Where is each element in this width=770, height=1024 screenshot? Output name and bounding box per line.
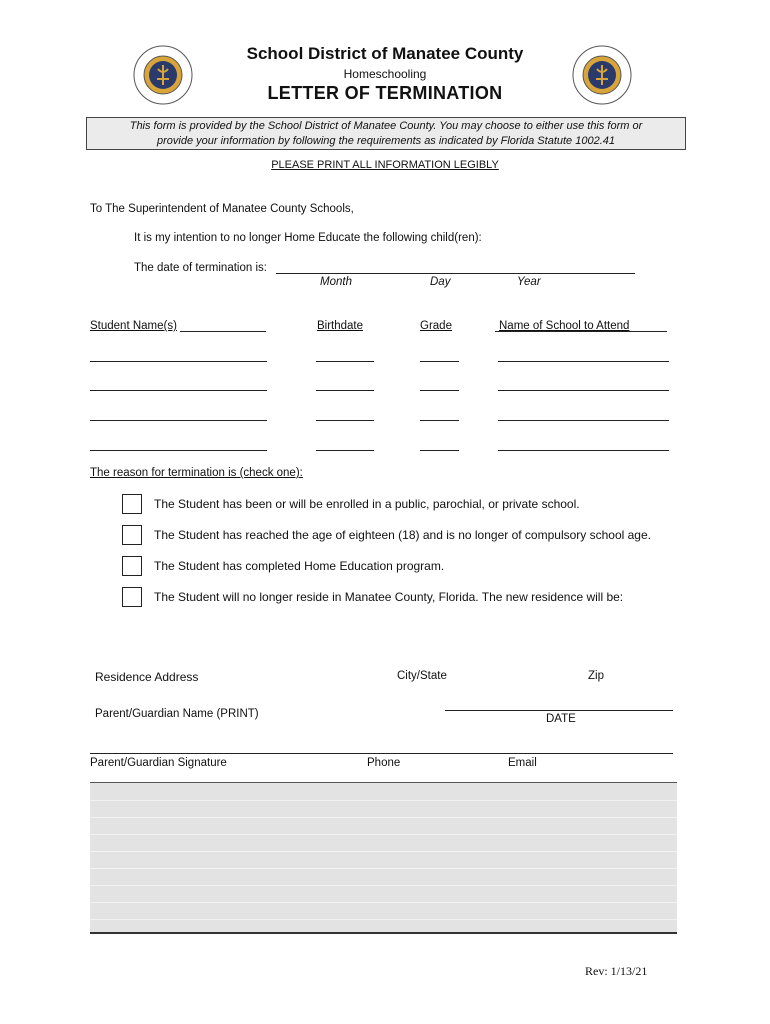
notice-box [86, 117, 686, 150]
reason-checkbox-age[interactable] [122, 525, 142, 545]
intent-statement: It is my intention to no longer Home Educate the following child(ren): [134, 232, 482, 244]
signature-label: Parent/Guardian Signature [90, 757, 227, 769]
print-instruction: PLEASE PRINT ALL INFORMATION LEGIBLY [271, 159, 499, 171]
termination-date-field[interactable] [276, 273, 635, 274]
school-header: Name of School to Attend [499, 320, 630, 332]
school-field-1[interactable] [498, 361, 669, 362]
student-name-field-2[interactable] [90, 390, 267, 391]
program-name: Homeschooling [343, 67, 427, 81]
termination-date-label: The date of termination is: [134, 262, 267, 274]
parent-name-label: Parent/Guardian Name (PRINT) [95, 708, 259, 720]
reason-label-enrolled: The Student has been or will be enrolled in a public, parochial, or private school. [154, 497, 580, 511]
birthdate-field-3[interactable] [316, 420, 374, 421]
reason-heading: The reason for termination is (check one): [90, 467, 303, 479]
salutation: To The Superintendent of Manatee County Schools, [90, 203, 354, 215]
grade-header: Grade [420, 320, 452, 332]
student-name-field-4[interactable] [90, 450, 267, 451]
birthdate-header: Birthdate [317, 320, 364, 332]
student-name-field-3[interactable] [90, 420, 267, 421]
reason-checkbox-relocated[interactable] [122, 587, 142, 607]
day-label: Day [430, 276, 451, 288]
school-field-3[interactable] [498, 420, 669, 421]
reason-label-relocated: The Student will no longer reside in Manatee County, Florida. The new residence will be: [154, 590, 624, 604]
grade-field-3[interactable] [420, 420, 459, 421]
residence-address-label: Residence Address [95, 670, 199, 684]
birthdate-field-4[interactable] [316, 450, 374, 451]
birthdate-field-1[interactable] [316, 361, 374, 362]
revision-date: Rev: 1/13/21 [585, 964, 648, 978]
date-label: DATE [546, 713, 576, 725]
city-state-label: City/State [397, 670, 447, 682]
grade-field-1[interactable] [420, 361, 459, 362]
school-header-rule [495, 331, 667, 332]
form-title: LETTER OF TERMINATION [267, 83, 503, 103]
org-name: School District of Manatee County [246, 44, 524, 63]
email-label: Email [508, 757, 537, 769]
student-name-header: Student Name(s) [90, 320, 177, 332]
grade-field-4[interactable] [420, 450, 459, 451]
date-field[interactable] [445, 710, 673, 711]
school-field-2[interactable] [498, 390, 669, 391]
year-label: Year [517, 276, 541, 288]
month-label: Month [320, 276, 352, 288]
reason-label-age: The Student has reached the age of eighteen (18) and is no longer of compulsory school age. [154, 528, 651, 542]
reason-checkbox-enrolled[interactable] [122, 494, 142, 514]
notice-line-2: provide your information by following the requirements as indicated by Florida Statute 1002.41 [157, 135, 615, 147]
phone-label: Phone [367, 757, 401, 769]
office-use-area [90, 782, 677, 934]
birthdate-field-2[interactable] [316, 390, 374, 391]
school-field-4[interactable] [498, 450, 669, 451]
student-name-field-1[interactable] [90, 361, 267, 362]
reason-label-completed: The Student has completed Home Education program. [154, 559, 445, 573]
signature-field[interactable] [90, 753, 673, 754]
student-name-header-rule [180, 331, 266, 332]
notice-line-1: This form is provided by the School District of Manatee County. You may choose to either use this form or [129, 120, 643, 132]
grade-field-2[interactable] [420, 390, 459, 391]
zip-label: Zip [588, 670, 604, 682]
reason-checkbox-completed[interactable] [122, 556, 142, 576]
